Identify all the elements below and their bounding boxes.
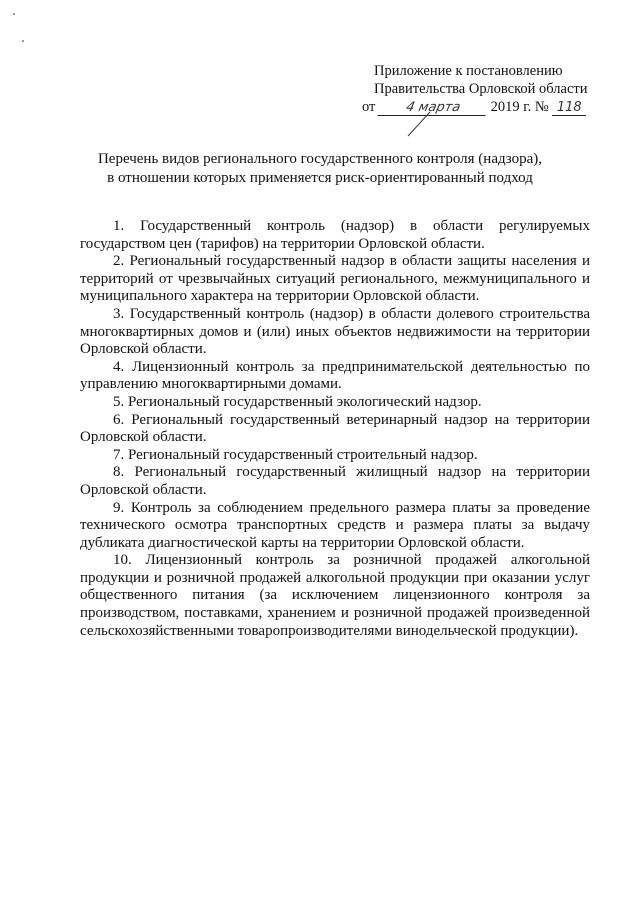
list-item: 4. Лицензионный контроль за предпринимательской деятельностью по управлению многоквартирными домами.	[80, 358, 590, 393]
appendix-block	[362, 62, 602, 116]
list-item: 9. Контроль за соблюдением предельного размера платы за проведение технического осмотра транспортных средств и размера платы за выдачу дубликата диагностической карты на территории Орловской области.	[80, 499, 590, 551]
scan-speck	[13, 13, 15, 15]
year-number-label: 2019 г. №	[490, 99, 549, 115]
scan-speck	[22, 40, 24, 42]
list-item: 8. Региональный государственный жилищный надзор на территории Орловской области.	[80, 464, 590, 498]
list-item: 6. Региональный государственный ветеринарный надзор на территории Орловской области.	[80, 411, 590, 446]
handwritten-number: 118	[552, 101, 586, 116]
handwritten-date: 4 марта	[377, 101, 488, 116]
appendix-line-3	[362, 98, 602, 116]
from-label: от	[362, 99, 376, 115]
items-list	[80, 218, 590, 640]
pen-stroke-mark	[400, 110, 440, 140]
list-item: 1. Государственный контроль (надзор) в области регулируемых государством цен (тарифов) на территории Орловской области.	[80, 218, 590, 252]
appendix-line-2: Правительства Орловской области	[374, 81, 588, 97]
heading-line-2: в отношении которых применяется риск-ориентированный подход	[107, 170, 533, 186]
document-heading	[60, 150, 580, 188]
list-item: 5. Региональный государственный экологический надзор.	[113, 393, 482, 410]
list-item: 2. Региональный государственный надзор в области защиты населения и территорий от чрезвычайных ситуаций регионального, межмуниципального и муниципального характера на территории Орловской области.	[80, 253, 590, 305]
list-item: 3. Государственный контроль (надзор) в области долевого строительства многоквартирных домов и (или) иных объектов недвижимости на территории Орловской области.	[80, 305, 590, 358]
heading-line-1: Перечень видов регионального государственного контроля (надзора),	[97, 151, 543, 167]
list-item: 10. Лицензионный контроль за розничной продажей алкогольной продукции и розничной продажей алкогольной продукции при оказании услуг общественного питания (за исключением лицензионного контроля за производством, поставками, хранением и розничной продажей произведенной сельскохозяйственными товаропроизводителями винодельческой продукции).	[80, 552, 590, 639]
list-item: 7. Региональный государственный строительный надзор.	[113, 446, 478, 463]
appendix-line-1: Приложение к постановлению	[374, 63, 563, 79]
